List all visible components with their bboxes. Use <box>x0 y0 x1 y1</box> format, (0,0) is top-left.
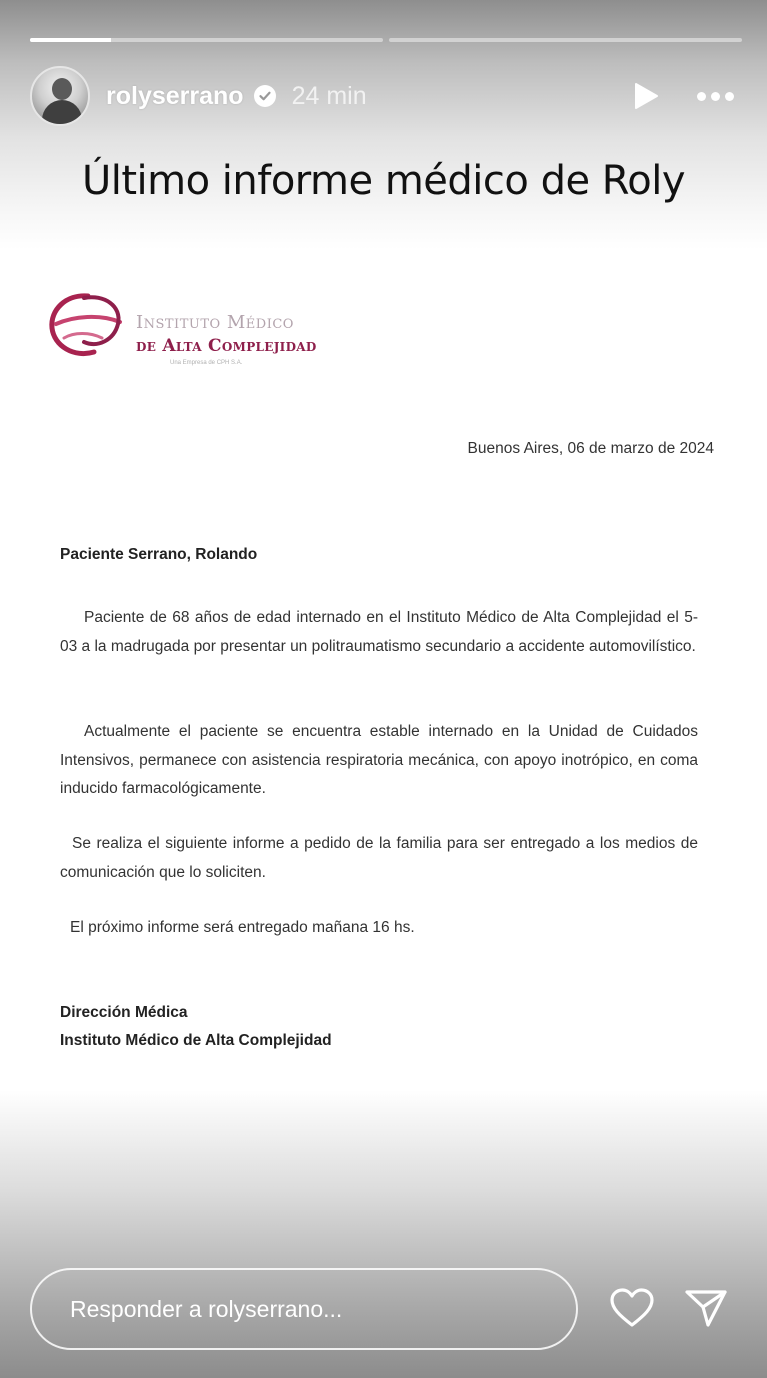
report-paragraph: El próximo informe será entregado mañana 16 hs. <box>70 919 415 936</box>
play-icon <box>632 81 660 111</box>
send-button[interactable] <box>684 1288 728 1328</box>
reply-input[interactable] <box>30 1268 578 1350</box>
progress-segment-2 <box>389 38 742 42</box>
story-header <box>30 66 737 126</box>
like-button[interactable] <box>609 1287 655 1329</box>
post-time: 24 min <box>291 81 367 110</box>
institute-logo-mark-icon <box>44 288 128 364</box>
avatar[interactable] <box>30 66 90 126</box>
send-icon <box>684 1288 728 1328</box>
username[interactable]: rolyserrano <box>106 81 244 110</box>
institute-logo <box>44 288 334 368</box>
more-options-button[interactable] <box>693 79 737 113</box>
patient-name: Paciente Serrano, Rolando <box>60 546 258 563</box>
report-paragraph: Actualmente el paciente se encuentra estable internado en la Unidad de Cuidados Intensivos, permanece con asistencia respiratoria mecánica, con apoyo inotrópico, en coma inducido farmacológicamente. <box>60 723 698 797</box>
more-dot <box>725 92 734 101</box>
more-dot <box>711 92 720 101</box>
report-paragraph: Paciente de 68 años de edad internado en el Instituto Médico de Alta Complejidad el 5-03 a la madrugada por presentar un politraumatismo secundario a accidente automovilístico. <box>60 609 698 655</box>
logo-text-line1: Instituto Médico <box>136 312 294 333</box>
logo-tagline: Una Empresa de CPH S.A. <box>170 360 243 366</box>
verified-badge-icon <box>254 85 276 107</box>
logo-text-line2: de Alta Complejidad <box>136 336 317 356</box>
report-date: Buenos Aires, 06 de marzo de 2024 <box>467 440 714 457</box>
story-title-text: Último informe médico de Roly <box>81 158 686 204</box>
story-progress-bar <box>30 38 742 42</box>
more-dots-icon <box>697 92 706 101</box>
heart-icon <box>609 1287 655 1329</box>
play-button[interactable] <box>629 79 663 113</box>
signature-institute: Instituto Médico de Alta Complejidad <box>60 1032 332 1049</box>
progress-segment-1 <box>30 38 383 42</box>
reply-placeholder-text: Responder a rolyserrano... <box>70 1295 343 1322</box>
signature-department: Dirección Médica <box>60 1004 188 1021</box>
report-paragraph: Se realiza el siguiente informe a pedido de la familia para ser entregado a los medios de comunicación que lo soliciten. <box>60 835 698 881</box>
